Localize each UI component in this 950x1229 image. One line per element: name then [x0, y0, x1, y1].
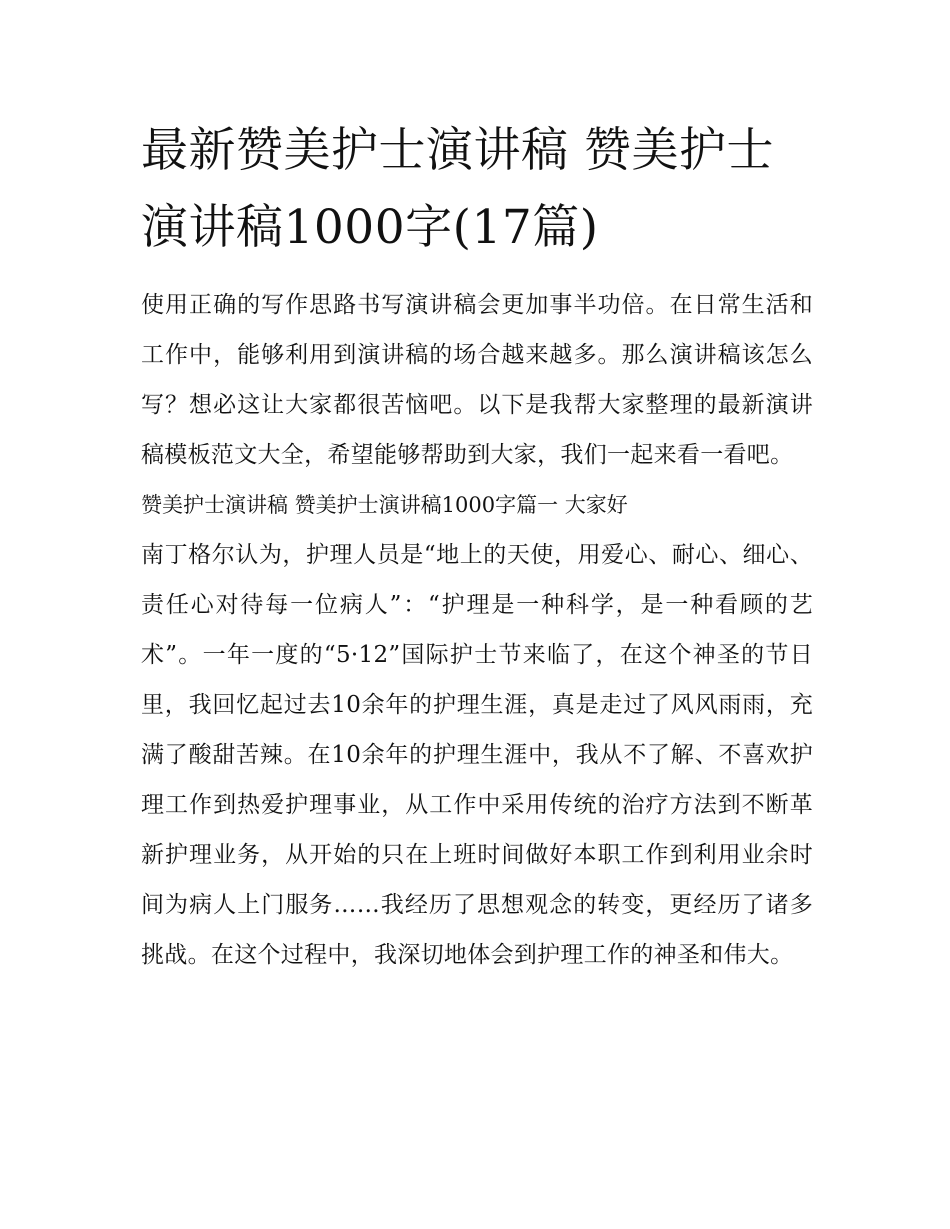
section-heading: 赞美护士演讲稿 赞美护士演讲稿1000字篇一 大家好 — [141, 493, 628, 517]
document-page — [141, 112, 813, 980]
intro-paragraph: 使用正确的写作思路书写演讲稿会更加事半功倍。在日常生活和工作中，能够利用到演讲稿的场合越来越多。那么演讲稿该怎么写？想必这让大家都很苦恼吧。以下是我帮大家整理的最新演讲稿模板范文大全，希望能够帮助到大家，我们一起来看一看吧。 — [141, 292, 813, 468]
document-title: 最新赞美护士演讲稿 赞美护士演讲稿1000字(17篇) — [141, 123, 774, 255]
body-paragraph: 南丁格尔认为，护理人员是“地上的天使，用爱心、耐心、细心、责任心对待每一位病人”：“护理是一种科学，是一种看顾的艺术”。一年一度的“5·12”国际护士节来临了，在这个神圣的节日里，我回忆起过去10余年的护理生涯，真是走过了风风雨雨，充满了酸甜苦辣。在10余年的护理生涯中，我从不了解、不喜欢护理工作到热爱护理事业，从工作中采用传统的治疗方法到不断革新护理业务，从开始的只在上班时间做好本职工作到利用业余时间为病人上门服务……我经历了思想观念的转变，更经历了诸多挑战。在这个过程中，我深切地体会到护理工作的神圣和伟大。 — [141, 542, 813, 968]
